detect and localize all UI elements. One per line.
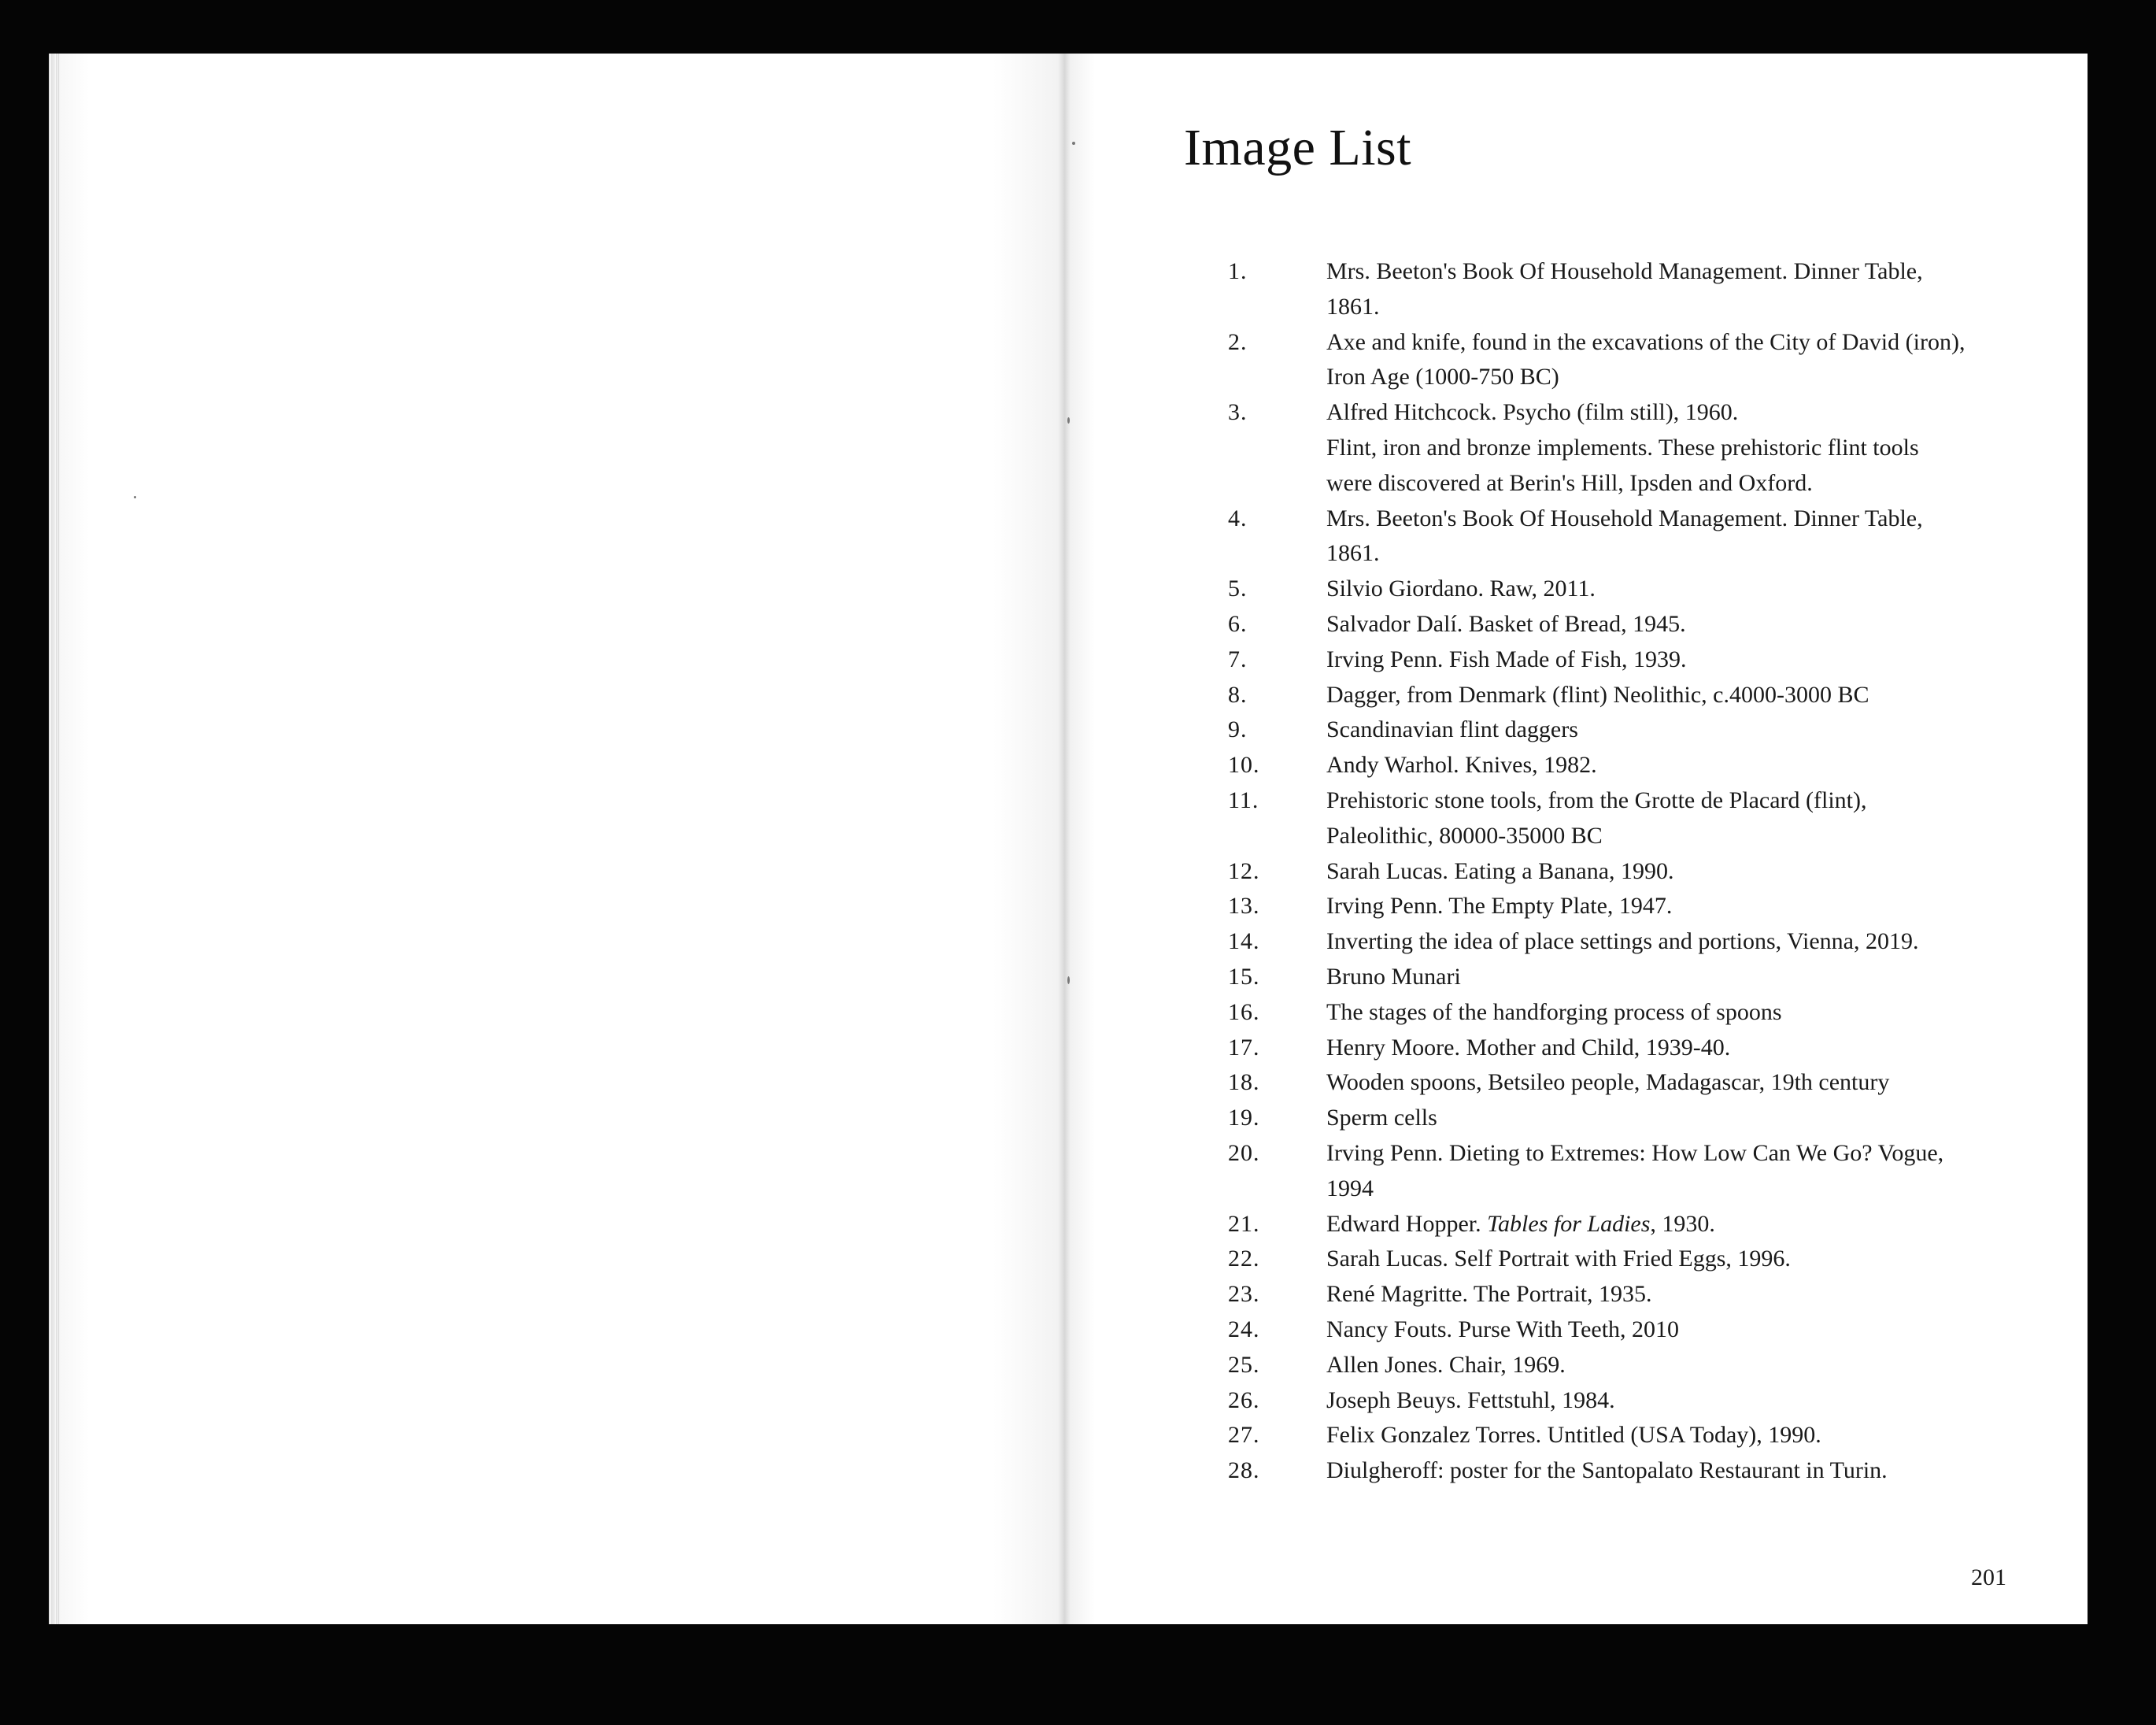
list-item bbox=[1228, 642, 2015, 678]
list-item bbox=[1228, 995, 2015, 1031]
image-list-entry bbox=[1228, 642, 2015, 678]
list-item bbox=[1228, 254, 2015, 290]
list-item-caption: Flint, iron and bronze implements. These prehistoric flint tools bbox=[1326, 434, 1919, 461]
list-item-number: 26. bbox=[1228, 1386, 1260, 1413]
list-item-caption: Henry Moore. Mother and Child, 1939-40. bbox=[1326, 1034, 1731, 1061]
list-item bbox=[1228, 713, 2015, 748]
list-item-number: 7. bbox=[1228, 646, 1248, 672]
list-item-number: 18. bbox=[1228, 1069, 1260, 1096]
list-item bbox=[1228, 1348, 2015, 1383]
list-item bbox=[1228, 1418, 2015, 1453]
list-item-number: 19. bbox=[1228, 1105, 1260, 1131]
list-item bbox=[1228, 854, 2015, 890]
image-list-entry bbox=[1228, 1101, 2015, 1136]
list-item-number: 27. bbox=[1228, 1422, 1260, 1449]
scan-speck bbox=[1067, 417, 1070, 424]
list-item-number: 5. bbox=[1228, 576, 1248, 602]
list-item-caption: Alfred Hitchcock. Psycho (film still), 1960. bbox=[1326, 399, 1739, 426]
list-item-number: 11. bbox=[1228, 787, 1259, 813]
list-item-caption: Allen Jones. Chair, 1969. bbox=[1326, 1351, 1566, 1378]
list-item-caption: Salvador Dalí. Basket of Bread, 1945. bbox=[1326, 610, 1686, 637]
list-item-caption-continued: Paleolithic, 80000-35000 BC bbox=[1326, 822, 1603, 849]
image-list-entry bbox=[1228, 713, 2015, 748]
list-item-caption-continued: 1861. bbox=[1326, 293, 1380, 320]
italic-title: Tables for Ladies bbox=[1487, 1210, 1651, 1237]
image-list-entry bbox=[1228, 783, 2015, 854]
list-item bbox=[1228, 1207, 2015, 1242]
list-item-caption: Dagger, from Denmark (flint) Neolithic, c.4000-3000 BC bbox=[1326, 681, 1869, 708]
image-list-entry bbox=[1228, 1136, 2015, 1207]
list-item bbox=[1228, 748, 2015, 783]
list-item bbox=[1228, 1453, 2015, 1489]
image-list-entry bbox=[1228, 325, 2015, 396]
page-number: 201 bbox=[1971, 1564, 2006, 1590]
image-list-entry bbox=[1228, 889, 2015, 924]
list-item-caption-continued: were discovered at Berin's Hill, Ipsden and Oxford. bbox=[1326, 469, 1813, 496]
list-item-caption: Mrs. Beeton's Book Of Household Management. Dinner Table, bbox=[1326, 258, 1923, 284]
list-item-caption: Sarah Lucas. Self Portrait with Fried Eggs, 1996. bbox=[1326, 1246, 1791, 1272]
list-item bbox=[1228, 395, 2015, 431]
list-item-caption: Sperm cells bbox=[1326, 1105, 1437, 1131]
list-item-number: 3. bbox=[1228, 399, 1248, 426]
list-item bbox=[1228, 783, 2015, 819]
list-item-caption: Irving Penn. Fish Made of Fish, 1939. bbox=[1326, 646, 1687, 672]
list-item-caption: Edward Hopper. Tables for Ladies, 1930. bbox=[1326, 1210, 1715, 1237]
list-item bbox=[1228, 924, 2015, 960]
list-item-caption: Bruno Munari bbox=[1326, 963, 1461, 990]
image-list-entry bbox=[1228, 254, 2015, 325]
list-item bbox=[1228, 960, 2015, 995]
list-item-caption: Wooden spoons, Betsileo people, Madagascar, 19th century bbox=[1326, 1069, 1890, 1096]
image-list-entry bbox=[1228, 1065, 2015, 1101]
list-item-number: 9. bbox=[1228, 716, 1248, 743]
list-item bbox=[1228, 1242, 2015, 1277]
image-list-entry bbox=[1228, 1312, 2015, 1348]
image-list-entry bbox=[1228, 924, 2015, 960]
list-item-caption-continued: 1994 bbox=[1326, 1175, 1374, 1201]
image-list-entry bbox=[1228, 1453, 2015, 1489]
image-list-entry bbox=[1228, 960, 2015, 995]
list-item bbox=[1228, 1031, 2015, 1066]
book-gutter bbox=[1058, 54, 1071, 1624]
list-item-number: 21. bbox=[1228, 1210, 1260, 1237]
list-item-number: 10. bbox=[1228, 752, 1260, 779]
image-list-entry bbox=[1228, 607, 2015, 642]
page-edges bbox=[49, 54, 60, 1624]
list-item bbox=[1228, 431, 2015, 466]
list-item-caption: Felix Gonzalez Torres. Untitled (USA Today), 1990. bbox=[1326, 1422, 1821, 1449]
list-item-number: 4. bbox=[1228, 505, 1248, 531]
list-item-caption: Irving Penn. Dieting to Extremes: How Low Can We Go? Vogue, bbox=[1326, 1139, 1944, 1166]
list-item bbox=[1228, 678, 2015, 713]
list-item bbox=[1228, 1136, 2015, 1172]
scan-speck bbox=[1067, 976, 1070, 984]
list-item-caption: Scandinavian flint daggers bbox=[1326, 716, 1578, 743]
list-item bbox=[1228, 889, 2015, 924]
list-item-caption: Mrs. Beeton's Book Of Household Management. Dinner Table, bbox=[1326, 505, 1923, 531]
list-item-caption: Andy Warhol. Knives, 1982. bbox=[1326, 752, 1597, 779]
image-list-entry bbox=[1228, 748, 2015, 783]
list-item-number: 16. bbox=[1228, 998, 1260, 1025]
page-title: Image List bbox=[1184, 119, 1412, 176]
list-item-caption: René Magritte. The Portrait, 1935. bbox=[1326, 1281, 1652, 1308]
list-item-number: 12. bbox=[1228, 857, 1260, 884]
list-item bbox=[1228, 502, 2015, 537]
list-item-number: 14. bbox=[1228, 928, 1260, 955]
list-item bbox=[1228, 572, 2015, 607]
list-item bbox=[1228, 325, 2015, 361]
image-list bbox=[1228, 254, 2015, 1489]
list-item-number: 8. bbox=[1228, 681, 1248, 708]
list-item-number: 28. bbox=[1228, 1457, 1260, 1484]
list-item-number: 22. bbox=[1228, 1246, 1260, 1272]
scan-speck bbox=[134, 496, 136, 498]
list-item-number: 23. bbox=[1228, 1281, 1260, 1308]
list-item-number: 13. bbox=[1228, 893, 1260, 920]
image-list-entry bbox=[1228, 572, 2015, 607]
list-item-number: 20. bbox=[1228, 1139, 1260, 1166]
list-item-number: 2. bbox=[1228, 328, 1248, 355]
list-item-caption: Axe and knife, found in the excavations of the City of David (iron), bbox=[1326, 328, 1966, 355]
list-item-caption-continued: Iron Age (1000-750 BC) bbox=[1326, 364, 1559, 391]
list-item bbox=[1228, 1312, 2015, 1348]
image-list-entry bbox=[1228, 395, 2015, 431]
image-list-entry bbox=[1228, 431, 2015, 502]
image-list-entry bbox=[1228, 1277, 2015, 1312]
list-item bbox=[1228, 1065, 2015, 1101]
list-item-caption: Prehistoric stone tools, from the Grotte de Placard (flint), bbox=[1326, 787, 1867, 813]
list-item-number: 15. bbox=[1228, 963, 1260, 990]
list-item bbox=[1228, 1101, 2015, 1136]
image-list-entry bbox=[1228, 854, 2015, 890]
list-item-caption: Diulgheroff: poster for the Santopalato Restaurant in Turin. bbox=[1326, 1457, 1888, 1484]
list-item-caption: Joseph Beuys. Fettstuhl, 1984. bbox=[1326, 1386, 1615, 1413]
list-item bbox=[1228, 607, 2015, 642]
image-list-entry bbox=[1228, 1031, 2015, 1066]
image-list-entry bbox=[1228, 678, 2015, 713]
list-item-caption: Sarah Lucas. Eating a Banana, 1990. bbox=[1326, 857, 1674, 884]
list-item-caption-continued: 1861. bbox=[1326, 540, 1380, 567]
list-item-caption: The stages of the handforging process of spoons bbox=[1326, 998, 1782, 1025]
list-item-caption: Irving Penn. The Empty Plate, 1947. bbox=[1326, 893, 1673, 920]
image-list-entry bbox=[1228, 1383, 2015, 1419]
list-item-caption: Silvio Giordano. Raw, 2011. bbox=[1326, 576, 1596, 602]
list-item-number: 17. bbox=[1228, 1034, 1260, 1061]
list-item-number: 1. bbox=[1228, 258, 1248, 284]
scan-speck bbox=[1072, 142, 1075, 145]
image-list-entry bbox=[1228, 1348, 2015, 1383]
image-list-entry bbox=[1228, 1242, 2015, 1277]
list-item-number: 25. bbox=[1228, 1351, 1260, 1378]
list-item-number: 24. bbox=[1228, 1316, 1260, 1342]
list-item-caption: Inverting the idea of place settings and portions, Vienna, 2019. bbox=[1326, 928, 1919, 955]
list-item-caption: Nancy Fouts. Purse With Teeth, 2010 bbox=[1326, 1316, 1680, 1342]
list-item-number: 6. bbox=[1228, 610, 1248, 637]
image-list-entry bbox=[1228, 1207, 2015, 1242]
image-list-entry bbox=[1228, 502, 2015, 572]
left-page-blank bbox=[49, 54, 1064, 1624]
list-item bbox=[1228, 1383, 2015, 1419]
list-item bbox=[1228, 1277, 2015, 1312]
image-list-entry bbox=[1228, 1418, 2015, 1453]
image-list-entry bbox=[1228, 995, 2015, 1031]
